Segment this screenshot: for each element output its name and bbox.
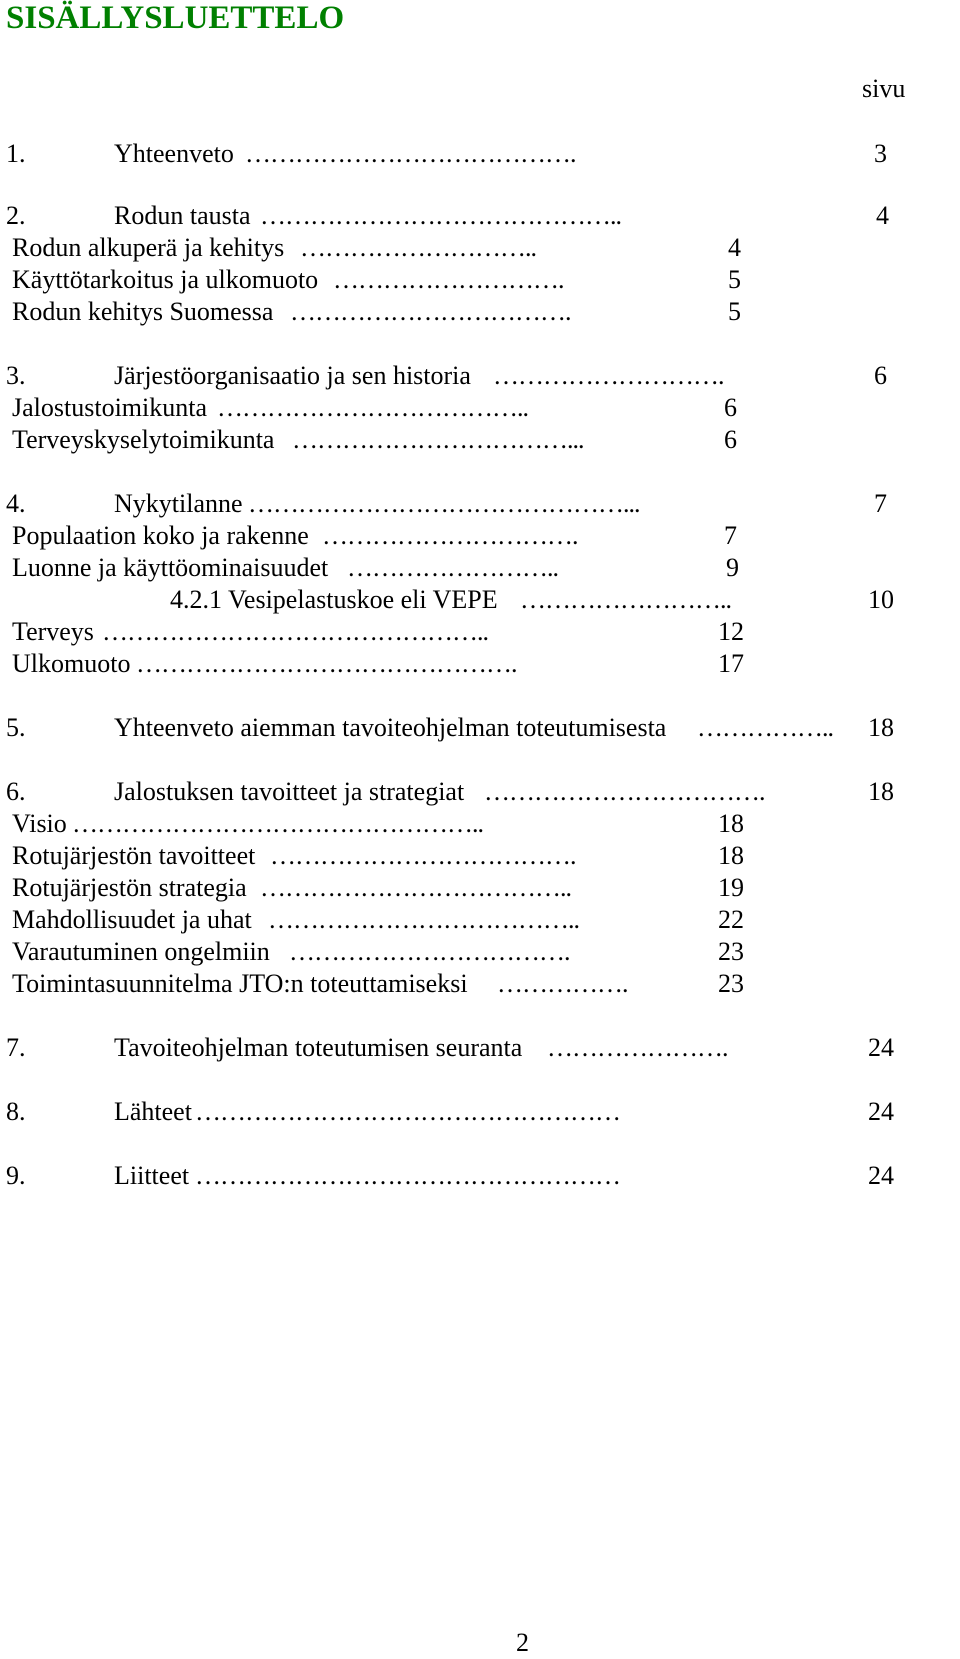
toc-entry-title: Tavoiteohjelman toteutumisen seuranta xyxy=(114,1033,523,1062)
toc-entry-leader: ……………………………. xyxy=(290,297,571,326)
toc-entry-number: 7. xyxy=(6,1033,26,1062)
toc-entry-title: Rodun kehitys Suomessa xyxy=(12,297,274,326)
toc-entry-title: Lähteet xyxy=(114,1097,192,1126)
toc-entry-number: 3. xyxy=(6,361,26,390)
toc-entry-number: 6. xyxy=(6,777,26,806)
toc-entry-leader: ………………………………………….. xyxy=(72,809,483,838)
toc-entry-title: Rodun tausta xyxy=(114,201,251,230)
toc-entry-page: 9 xyxy=(726,553,739,582)
page-column-label: sivu xyxy=(862,74,906,103)
toc-entry-page: 18 xyxy=(868,777,894,806)
toc-entry-number: 8. xyxy=(6,1097,26,1126)
toc-entry-leader: ………………………………………. xyxy=(136,649,517,678)
toc-entry-leader: ……………………………. xyxy=(484,777,765,806)
toc-entry-page: 10 xyxy=(868,585,894,614)
toc-entry-leader: …………………….. xyxy=(347,553,558,582)
toc-entry-title: Käyttötarkoitus ja ulkomuoto xyxy=(12,265,319,294)
toc-entry-title: Rotujärjestön strategia xyxy=(12,873,247,902)
toc-entry-page: 5 xyxy=(728,265,741,294)
toc-entry-title: Luonne ja käyttöominaisuudet xyxy=(12,553,329,582)
toc-entry-leader: …………………….. xyxy=(520,585,731,614)
toc-entry-leader: ………………………………………... xyxy=(248,489,640,518)
toc-entry-page: 6 xyxy=(724,425,737,454)
toc-entry-title: Mahdollisuudet ja uhat xyxy=(12,905,252,934)
toc-entry-leader: …………….. xyxy=(697,713,833,742)
toc-entry-leader: ………………………. xyxy=(493,361,724,390)
toc-entry-leader: …………………………………………… xyxy=(195,1161,620,1190)
toc-entry-page: 22 xyxy=(718,905,744,934)
toc-entry-title: Yhteenveto aiemman tavoiteohjelman toteutumisesta xyxy=(114,713,667,742)
toc-entry-number: 1. xyxy=(6,139,26,168)
toc-entry-page: 5 xyxy=(728,297,741,326)
toc-entry-page: 24 xyxy=(868,1033,894,1062)
toc-entry-leader: …………………………………. xyxy=(245,139,576,168)
toc-entry-title: Jalostustoimikunta xyxy=(12,393,207,422)
toc-entry-number: 5. xyxy=(6,713,26,742)
toc-entry-title: Ulkomuoto xyxy=(12,649,131,678)
toc-entry-number: 2. xyxy=(6,201,26,230)
toc-entry-page: 6 xyxy=(874,361,887,390)
toc-entry-leader: …………………………………….. xyxy=(260,201,621,230)
toc-entry-title: Järjestöorganisaatio ja sen historia xyxy=(114,361,471,390)
toc-entry-leader: ……………………………. xyxy=(289,937,570,966)
toc-entry-page: 7 xyxy=(874,489,887,518)
toc-entry-leader: ……………………….. xyxy=(300,233,536,262)
toc-entry-page: 4 xyxy=(728,233,741,262)
toc-entry-title: Jalostuksen tavoitteet ja strategiat xyxy=(114,777,465,806)
toc-entry-title: Nykytilanne xyxy=(114,489,243,518)
toc-entry-leader: ………………………. xyxy=(333,265,564,294)
toc-entry-leader: ……………. xyxy=(497,969,628,998)
toc-entry-leader: ……………………………….. xyxy=(268,905,579,934)
toc-entry-leader: ……………………………….. xyxy=(217,393,528,422)
toc-entry-leader: …………………………. xyxy=(322,521,578,550)
toc-entry-page: 23 xyxy=(718,937,744,966)
toc-entry-leader: ……………………………... xyxy=(292,425,584,454)
toc-entry-leader: ………………………………. xyxy=(270,841,576,870)
toc-entry-page: 18 xyxy=(718,809,744,838)
toc-entry-leader: ……………………………………….. xyxy=(102,617,488,646)
toc-entry-title: Populaation koko ja rakenne xyxy=(12,521,309,550)
toc-entry-title: Rodun alkuperä ja kehitys xyxy=(12,233,285,262)
toc-entry-page: 18 xyxy=(718,841,744,870)
toc-entry-page: 3 xyxy=(874,139,887,168)
toc-entry-title: Yhteenveto xyxy=(114,139,234,168)
toc-entry-leader: ……………………………….. xyxy=(260,873,571,902)
toc-entry-page: 18 xyxy=(868,713,894,742)
toc-entry-leader: …………………………………………… xyxy=(195,1097,620,1126)
toc-entry-page: 23 xyxy=(718,969,744,998)
page-title: SISÄLLYSLUETTELO xyxy=(6,0,345,36)
toc-entry-page: 24 xyxy=(868,1161,894,1190)
toc-entry-title: Rotujärjestön tavoitteet xyxy=(12,841,256,870)
page-number: 2 xyxy=(516,1628,529,1657)
toc-entry-page: 12 xyxy=(718,617,744,646)
toc-entry-page: 6 xyxy=(724,393,737,422)
toc-entry-title: Varautuminen ongelmiin xyxy=(12,937,270,966)
toc-entry-title: Liitteet xyxy=(114,1161,190,1190)
toc-entry-leader: …………………. xyxy=(547,1033,728,1062)
toc-entry-page: 4 xyxy=(876,201,889,230)
toc-entry-title: Toimintasuunnitelma JTO:n toteuttamiseksi xyxy=(12,969,468,998)
toc-entry-page: 24 xyxy=(868,1097,894,1126)
toc-entry-page: 17 xyxy=(718,649,744,678)
toc-entry-title: Terveyskyselytoimikunta xyxy=(12,425,275,454)
toc-entry-number: 9. xyxy=(6,1161,26,1190)
toc-entry-title: 4.2.1 Vesipelastuskoe eli VEPE xyxy=(170,585,498,614)
toc-entry-number: 4. xyxy=(6,489,26,518)
toc-entry-page: 19 xyxy=(718,873,744,902)
toc-entry-title: Visio xyxy=(12,809,67,838)
toc-entry-page: 7 xyxy=(724,521,737,550)
toc-entry-title: Terveys xyxy=(12,617,94,646)
